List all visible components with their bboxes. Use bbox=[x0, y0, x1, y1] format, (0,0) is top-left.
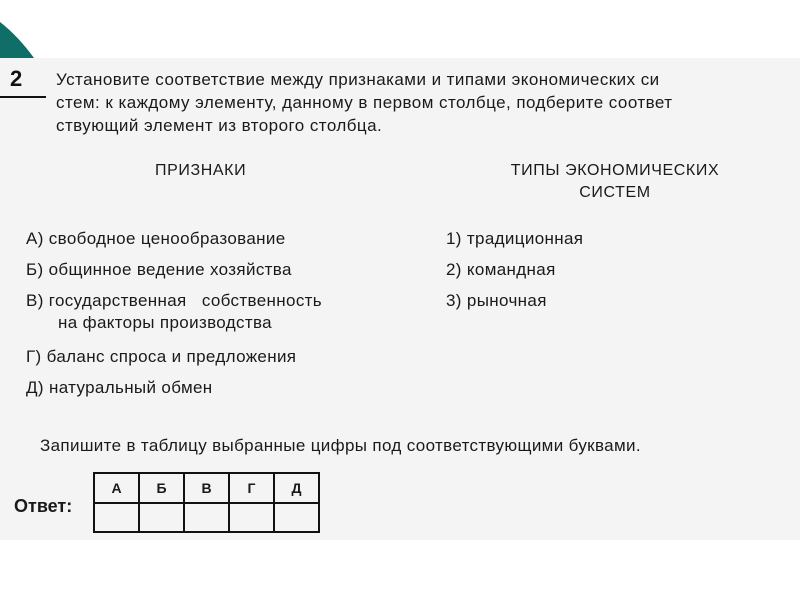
right-column-header bbox=[470, 160, 760, 204]
answer-label: Ответ: bbox=[14, 496, 73, 516]
item-text: рыночная bbox=[466, 291, 547, 310]
answer-cell[interactable] bbox=[229, 503, 274, 532]
item-text: командная bbox=[466, 260, 556, 279]
answer-table bbox=[93, 472, 320, 533]
left-column-header: ПРИЗНАКИ bbox=[155, 162, 247, 179]
list-item-g bbox=[26, 346, 296, 368]
item-continuation: на факторы производства bbox=[58, 313, 272, 332]
item-number: 3) bbox=[446, 291, 462, 310]
right-header-line: ТИПЫ ЭКОНОМИЧЕСКИХ bbox=[510, 162, 720, 179]
item-letter: Д) bbox=[26, 378, 44, 397]
question-line: Установите соответствие между признаками и типами экономических си bbox=[56, 70, 660, 89]
answer-cell[interactable] bbox=[139, 503, 184, 532]
list-item-3 bbox=[446, 290, 547, 312]
list-item-a bbox=[26, 228, 286, 250]
item-text: натуральный обмен bbox=[48, 378, 213, 397]
item-number: 1) bbox=[446, 229, 462, 248]
item-letter: А) bbox=[26, 229, 44, 248]
list-item-d bbox=[26, 377, 213, 399]
instruction-text: Запишите в таблицу выбранные цифры под соответствующими буквами. bbox=[40, 436, 641, 455]
answer-column-header: Д bbox=[274, 473, 319, 503]
question-text bbox=[56, 68, 796, 137]
list-item-b bbox=[26, 259, 292, 281]
list-item-1 bbox=[446, 228, 583, 250]
question-number: 2 bbox=[10, 66, 23, 91]
item-text: свободное ценообразование bbox=[48, 229, 286, 248]
answer-table-header-row bbox=[94, 473, 319, 503]
answer-cell[interactable] bbox=[184, 503, 229, 532]
corner-decoration bbox=[0, 0, 60, 60]
item-text: общинное ведение хозяйства bbox=[48, 260, 292, 279]
item-letter: Б) bbox=[26, 260, 44, 279]
answer-cell[interactable] bbox=[94, 503, 139, 532]
item-text: баланс спроса и предложения bbox=[46, 347, 297, 366]
item-text: традиционная bbox=[466, 229, 584, 248]
right-header-line: СИСТЕМ bbox=[579, 184, 651, 201]
answer-column-header: В bbox=[184, 473, 229, 503]
answer-column-header: А bbox=[94, 473, 139, 503]
item-letter: Г) bbox=[26, 347, 42, 366]
list-item-2 bbox=[446, 259, 556, 281]
item-letter: В) bbox=[26, 291, 44, 310]
item-text: государственная собственность bbox=[48, 291, 323, 310]
answer-table-input-row bbox=[94, 503, 319, 532]
answer-cell[interactable] bbox=[274, 503, 319, 532]
question-number-underline bbox=[0, 96, 46, 98]
answer-column-header: Б bbox=[139, 473, 184, 503]
answer-column-header: Г bbox=[229, 473, 274, 503]
question-line: стем: к каждому элементу, данному в первом столбце, подберите соответ bbox=[56, 93, 673, 112]
item-number: 2) bbox=[446, 260, 462, 279]
list-item-v bbox=[26, 290, 322, 334]
question-line: ствующий элемент из второго столбца. bbox=[56, 116, 383, 135]
